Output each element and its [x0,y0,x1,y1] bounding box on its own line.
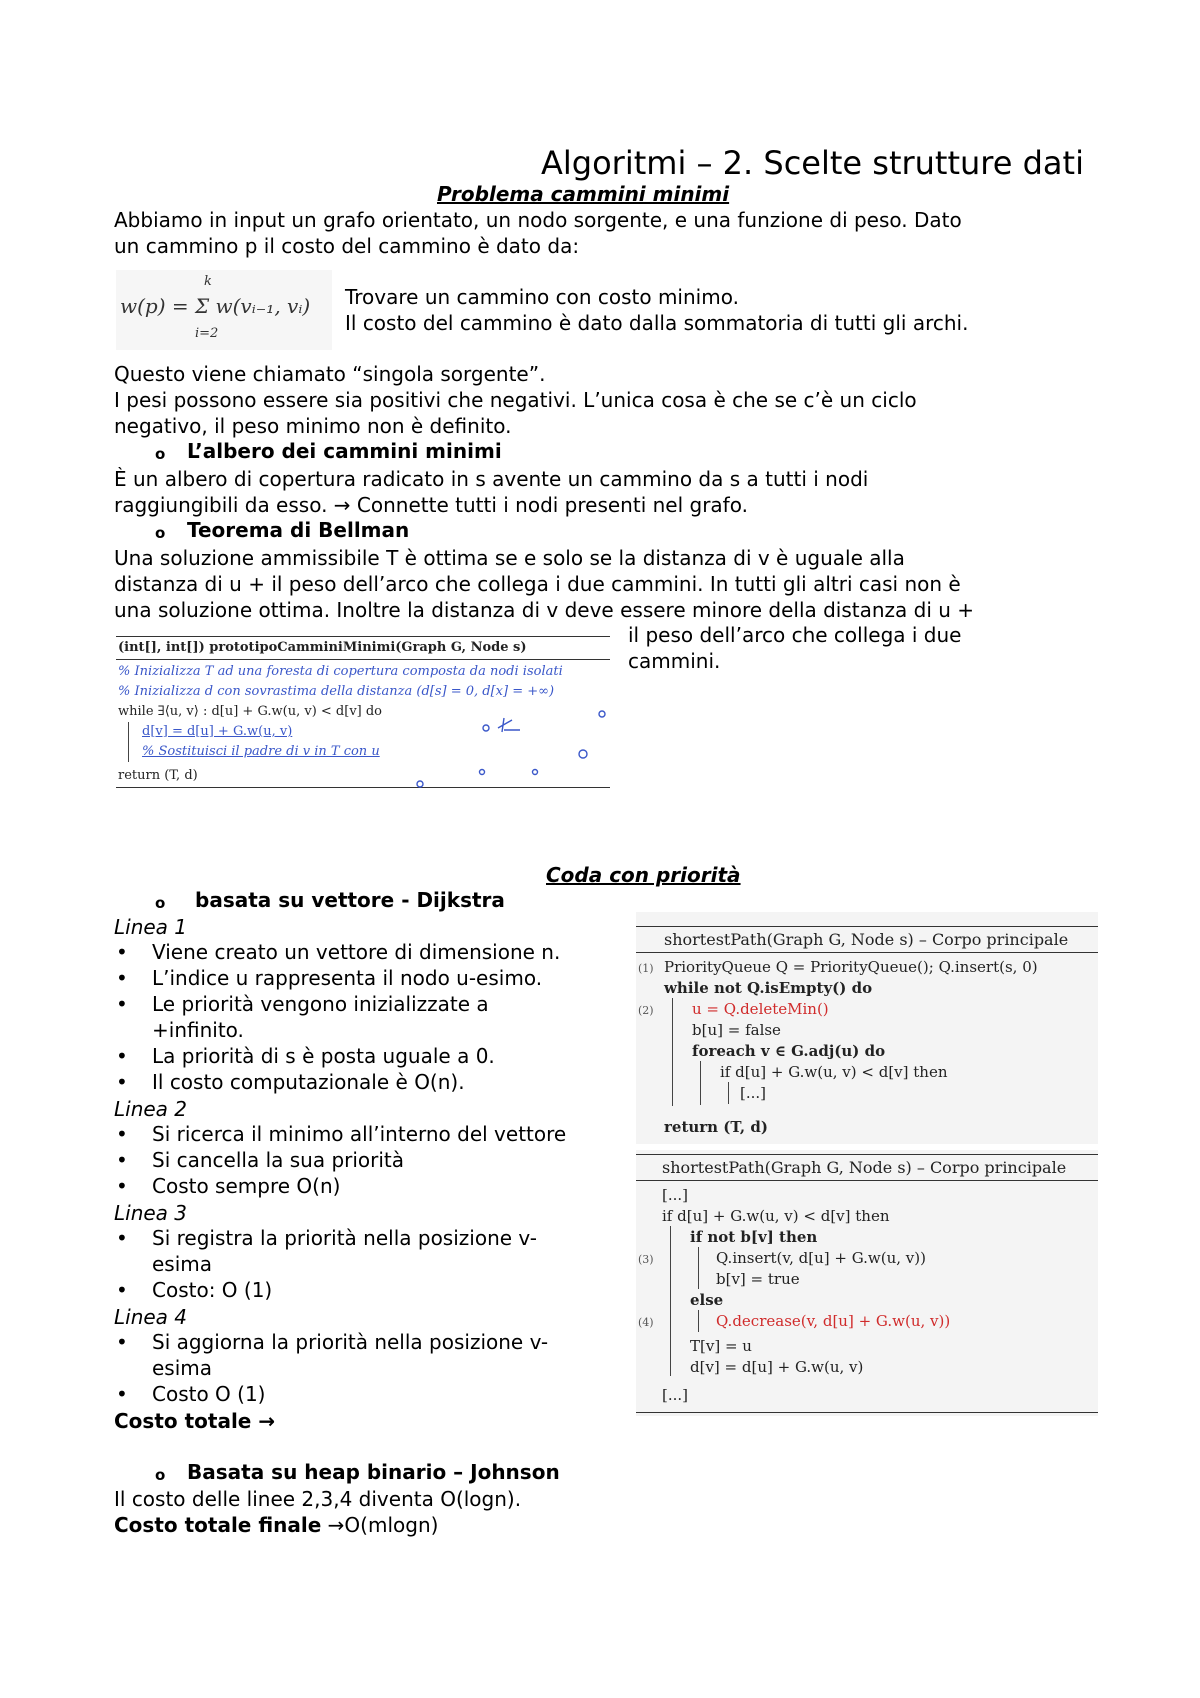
algo-header-rule [636,952,1098,953]
algo-while-line: while ∃⟨u, v⟩ : d[u] + G.w(u, v) < d[v] do [118,704,383,719]
bullet-dot: • [116,1226,128,1250]
hand-mark [483,725,489,731]
algo-line: d[v] = d[u] + G.w(u, v) [690,1358,864,1376]
algo-line: if d[u] + G.w(u, v) < d[v] then [662,1207,890,1225]
bullet-dot: • [116,940,128,964]
bullet-text: +infinito. [152,1018,244,1042]
bullet-dot: • [116,992,128,1016]
algorithm-prototipo-cammini-minimi [116,634,610,790]
paragraph-line: una soluzione ottima. Inoltre la distanza di v deve essere minore della distanza di u + [114,598,975,622]
algo-line: u = Q.deleteMin() [692,1000,829,1018]
formula-upper-limit: k [204,274,212,289]
bullet-text: Costo O (1) [152,1382,266,1406]
list-bullet: o [155,524,166,542]
algo-line: Q.insert(v, d[u] + G.w(u, v)) [716,1249,926,1267]
algo-assign-line: d[v] = d[u] + G.w(u, v) [142,724,293,739]
paragraph-line: Il costo delle linee 2,3,4 diventa O(logn). [114,1487,522,1511]
algo-header: (int[], int[]) prototipoCamminiMinimi(Graph G, Node s) [118,640,527,655]
bullet-text: Si ricerca il minimo all’interno del vettore [152,1122,567,1146]
bullet-text: Si aggiorna la priorità nella posizione v- [152,1330,549,1354]
costo-finale-label: Costo totale finale [114,1513,322,1537]
side-note-line: Il costo del cammino è dato dalla sommatoria di tutti gli archi. [345,311,969,335]
side-note-line: Trovare un cammino con costo minimo. [345,285,739,309]
algo-line: return (T, d) [664,1118,768,1136]
bullet-text: La priorità di s è posta uguale a 0. [152,1044,495,1068]
page-title: Algoritmi – 2. Scelte strutture dati [541,144,1084,182]
bullet-dot: • [116,1330,128,1354]
algo-block-bar [670,1226,671,1376]
subheading-albero: L’albero dei cammini minimi [187,439,502,463]
subheading-vettore-dijkstra: basata su vettore - Dijkstra [195,888,505,912]
algo-header: shortestPath(Graph G, Node s) – Corpo principale [664,930,1069,949]
hand-mark [480,770,485,775]
paragraph-line: negativo, il peso minimo non è definito. [114,414,512,438]
algo-comment: % Inizializza T ad una foresta di copertura composta da nodi isolati [118,664,563,679]
algo-return-line: return (T, d) [118,768,198,783]
bullet-text: Il costo computazionale è O(n). [152,1070,465,1094]
bullet-dot: • [116,966,128,990]
algo-block-bar [672,998,673,1106]
bullet-dot: • [116,1122,128,1146]
bullet-dot: • [116,1278,128,1302]
algo-block-bar [700,1061,701,1105]
bullet-text: esima [152,1252,213,1276]
paragraph-line: È un albero di copertura radicato in s avente un cammino da s a tutti i nodi [114,467,869,491]
costo-finale [114,1512,438,1538]
algo-line: if d[u] + G.w(u, v) < d[v] then [720,1063,948,1081]
formula-lower-limit: i=2 [195,326,219,341]
algo-line: [...] [662,1186,689,1204]
algo-line: if not b[v] then [690,1228,818,1246]
formula-expression: w(p) = Σ w(vᵢ₋₁, vᵢ) [120,294,311,318]
algo-line-number: (4) [638,1316,654,1329]
algo-top-rule [636,1154,1098,1155]
section-heading-coda-priorita: Coda con priorità [546,863,741,887]
algorithm-shortest-path-1 [636,912,1098,1144]
algo-line-number: (3) [638,1253,654,1266]
algo-line: foreach v ∈ G.adj(u) do [692,1042,886,1060]
list-bullet: o [155,445,166,463]
algo-header-rule [636,1180,1098,1181]
paragraph-line: cammini. [628,649,721,673]
section-heading-cammini-minimi: Problema cammini minimi [437,182,730,206]
bullet-text: esima [152,1356,213,1380]
bullet-text: Si cancella la sua priorità [152,1148,405,1172]
bullet-text: L’indice u rappresenta il nodo u-esimo. [152,966,543,990]
cost-formula [116,270,332,350]
paragraph-line: raggiungibili da esso. → Connette tutti i nodi presenti nel grafo. [114,493,748,517]
paragraph-line: distanza di u + il peso dell’arco che collega i due cammini. In tutti gli altri casi non è [114,572,961,596]
bullet-dot: • [116,1070,128,1094]
algo-line: b[v] = true [716,1270,800,1288]
algo-line: T[v] = u [690,1337,752,1355]
bullet-text: Si registra la priorità nella posizione v- [152,1226,537,1250]
algo-bottom-rule [636,1412,1098,1413]
hand-mark [579,750,587,758]
costo-totale: Costo totale → [114,1409,276,1433]
algo-block-bar [698,1310,699,1332]
list-bullet: o [155,894,166,912]
bullet-text: Costo sempre O(n) [152,1174,341,1198]
hand-mark [498,718,520,732]
subheading-bellman: Teorema di Bellman [187,518,410,542]
algorithm-shortest-path-2 [636,1150,1098,1416]
algo-top-rule [636,926,1098,927]
paragraph-line: Una soluzione ammissibile T è ottima se e solo se la distanza di v è uguale alla [114,546,905,570]
linea-label: Linea 2 [114,1097,188,1121]
bullet-dot: • [116,1174,128,1198]
paragraph-line: Abbiamo in input un grafo orientato, un nodo sorgente, e una funzione di peso. Dato [114,208,962,232]
linea-label: Linea 3 [114,1201,188,1225]
algo-comment: % Sostituisci il padre di v in T con u [142,744,380,759]
algo-line: [...] [740,1084,767,1102]
algo-line: [...] [662,1386,689,1404]
algo-line: else [690,1291,724,1309]
linea-label: Linea 4 [114,1305,188,1329]
algo-block-bar [698,1247,699,1289]
subheading-heap-johnson: Basata su heap binario – Johnson [187,1460,560,1484]
algo-line: b[u] = false [692,1021,781,1039]
linea-label: Linea 1 [114,915,188,939]
hand-mark [533,770,538,775]
algo-line: while not Q.isEmpty() do [664,979,873,997]
bullet-dot: • [116,1044,128,1068]
list-bullet: o [155,1466,166,1484]
bullet-dot: • [116,1148,128,1172]
bullet-dot: • [116,1382,128,1406]
bullet-text: Costo: O (1) [152,1278,273,1302]
paragraph-line: un cammino p il costo del cammino è dato da: [114,234,580,258]
handwritten-marks [116,634,610,790]
algo-line-number: (2) [638,1004,654,1017]
costo-finale-value: →O(mlogn) [321,1513,439,1537]
bullet-text: Viene creato un vettore di dimensione n. [152,940,561,964]
algo-line: Q.decrease(v, d[u] + G.w(u, v)) [716,1312,951,1330]
hand-mark [417,781,423,787]
algo-line-number: (1) [638,962,654,975]
bullet-text: Le priorità vengono inizializzate a [152,992,489,1016]
hand-mark [599,711,605,717]
algo-header: shortestPath(Graph G, Node s) – Corpo principale [662,1158,1067,1177]
paragraph-line: Questo viene chiamato “singola sorgente”. [114,362,546,386]
paragraph-line: il peso dell’arco che collega i due [628,623,962,647]
algo-line: PriorityQueue Q = PriorityQueue(); Q.insert(s, 0) [664,958,1038,976]
algo-block-bar [728,1082,729,1104]
algo-comment: % Inizializza d con sovrastima della distanza (d[s] = 0, d[x] = +∞) [118,684,555,699]
paragraph-line: I pesi possono essere sia positivi che negativi. L’unica cosa è che se c’è un ciclo [114,388,917,412]
